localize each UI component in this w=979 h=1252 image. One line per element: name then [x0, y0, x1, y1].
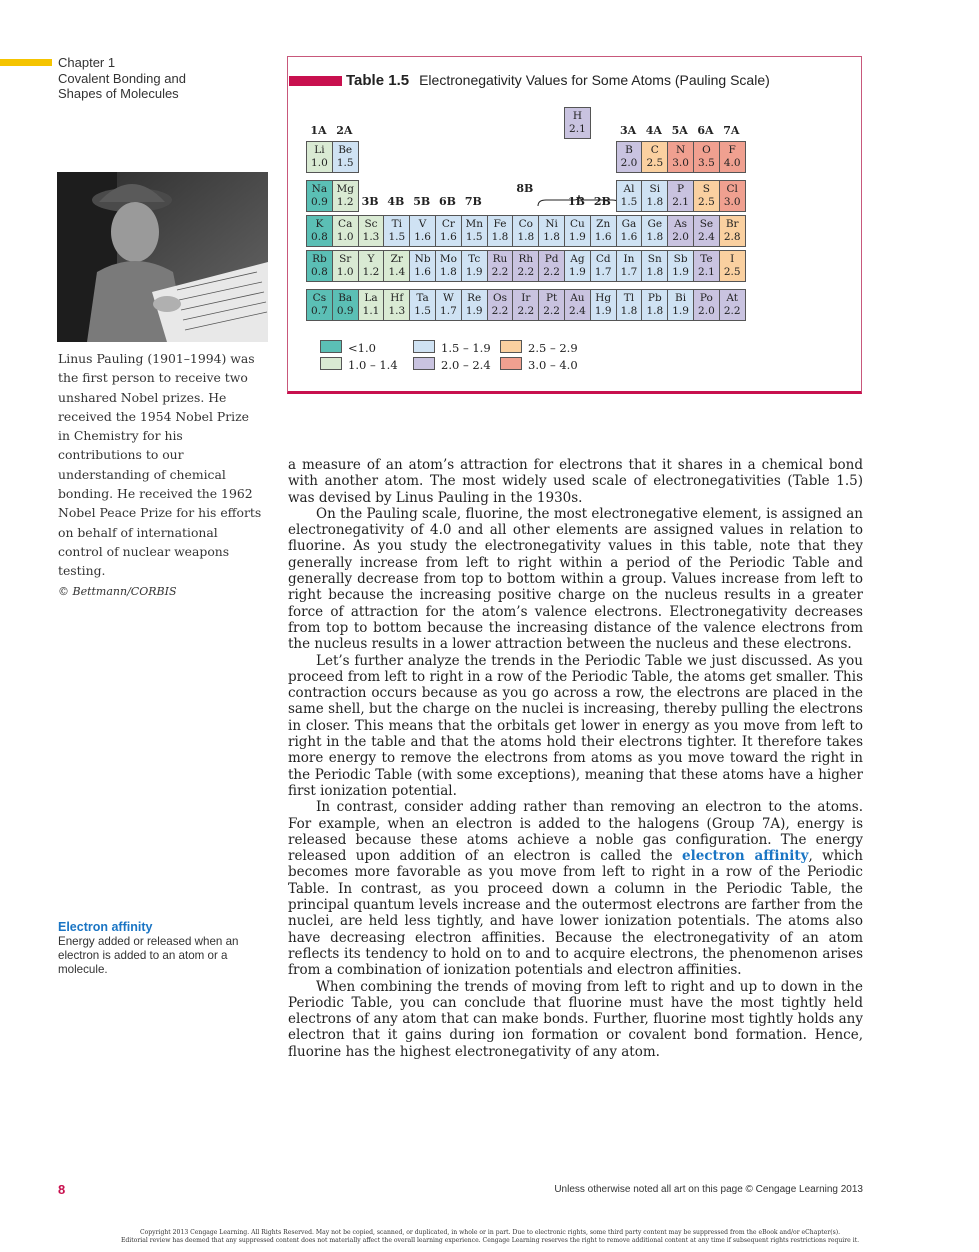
element-si — [641, 180, 668, 212]
element-mg — [332, 180, 359, 212]
paragraph-1: a measure of an atom’s attraction for electrons that it shares in a chemical bond with another atom. The most widely used scale of electronegativities (Table 1.5) was devised by Linus Pauling in the 1930s. — [288, 457, 863, 506]
element-al — [616, 180, 643, 212]
element-value: 0.8 — [311, 231, 328, 243]
legend-item — [320, 357, 398, 372]
element-value: 1.5 — [414, 305, 431, 317]
element-symbol: Y — [367, 253, 375, 265]
element-symbol: Si — [649, 183, 661, 195]
legend-label: 2.5 – 2.9 — [528, 341, 578, 355]
element-n — [667, 141, 694, 173]
element-value: 1.0 — [336, 266, 354, 278]
element-hg — [590, 289, 617, 321]
element-symbol: Li — [314, 144, 325, 156]
group-label-3a: 3A — [619, 124, 637, 137]
paragraph-4-start: In contrast, consider adding rather than removing an electron to the atoms. For example, when an electron is added to the halogens (Group 7A), energy is released because these atoms achieve a noble gas configuration. The energy released upon addition of an electron is called the — [288, 799, 863, 865]
caption-text: Linus Pauling (1901–1994) was the first person to receive two unshared Nobel prizes. He received the 1954 Nobel Prize in Chemistry for his contributions to our understanding of chemical bonding. He received the 1962 Nobel Peace Prize for his efforts on behalf of international control of nuclear weapons testing. — [58, 351, 262, 579]
group-label-4b: 4B — [387, 195, 405, 208]
element-sn — [641, 250, 668, 282]
margin-term: Electron affinity — [58, 920, 153, 934]
keyword-electron-affinity: electron affinity — [682, 848, 809, 865]
element-symbol: P — [677, 183, 685, 195]
element-symbol: Ge — [647, 218, 663, 230]
element-cs — [306, 289, 333, 321]
element-cl — [719, 180, 746, 212]
group-label-7b: 7B — [464, 195, 482, 208]
element-symbol: Ni — [545, 218, 558, 230]
legend-item — [413, 357, 491, 372]
table-title — [346, 72, 770, 89]
element-symbol: Co — [518, 218, 533, 230]
element-ga — [616, 215, 643, 247]
group-label-1a: 1A — [310, 124, 327, 137]
group-label-5b: 5B — [413, 195, 431, 208]
element-value: 1.3 — [362, 231, 380, 243]
element-symbol: Zr — [390, 253, 403, 265]
element-symbol: In — [623, 253, 635, 265]
element-v — [409, 215, 436, 247]
element-symbol: Ca — [338, 218, 353, 230]
element-na — [306, 180, 333, 212]
element-co — [512, 215, 539, 247]
chapter-header — [58, 55, 258, 102]
element-symbol: Cs — [312, 292, 327, 304]
element-value: 2.4 — [698, 231, 715, 243]
element-symbol: Se — [699, 218, 714, 230]
element-value: 3.0 — [672, 157, 689, 169]
legend-swatch — [320, 357, 342, 370]
element-as — [667, 215, 694, 247]
element-w — [435, 289, 462, 321]
element-value: 1.4 — [388, 266, 406, 278]
margin-definition: Energy added or released when an electron is added to an atom or a molecule. — [58, 935, 239, 976]
legend-item — [500, 340, 578, 355]
element-re — [461, 289, 488, 321]
element-value: 0.8 — [311, 266, 328, 278]
element-symbol: Zn — [596, 218, 611, 230]
chapter-title-line2: Shapes of Molecules — [58, 86, 179, 101]
element-rh — [512, 250, 539, 282]
group-label-6a: 6A — [697, 124, 714, 137]
element-rb — [306, 250, 333, 282]
element-ge — [641, 215, 668, 247]
element-value: 2.0 — [620, 157, 638, 169]
paragraph-4-end: , which becomes more favorable as you move from left to right in a row of the Periodic Table. In contrast, as you proceed down a column in the Periodic Table, the principal quantum levels increase and the outermost electrons are farther from the nuclei, are held less tightly, and have lower ionization potentials. The atoms also have decreasing electron affinities. Because the electronegativity of an atom reflects its tendency to hold on to and to acquire electrons, the phenomenon arises from a combination of ionization potentials and electron affinities. — [288, 848, 863, 979]
element-symbol: Pd — [544, 253, 559, 265]
element-i — [719, 250, 746, 282]
element-symbol: K — [315, 218, 324, 230]
element-symbol: Te — [700, 253, 713, 265]
element-ru — [487, 250, 514, 282]
element-symbol: Al — [623, 183, 635, 195]
element-p — [667, 180, 694, 212]
element-value: 2.2 — [491, 266, 509, 278]
element-value: 1.9 — [569, 231, 586, 243]
element-value: 1.6 — [414, 266, 431, 278]
element-tc — [461, 250, 488, 282]
element-value: 1.9 — [594, 305, 612, 317]
element-symbol: Mo — [439, 253, 457, 265]
element-symbol: Ag — [570, 253, 585, 265]
element-value: 2.8 — [723, 231, 741, 243]
element-symbol: Ga — [621, 218, 637, 230]
element-pd — [538, 250, 565, 282]
element-value: 3.5 — [698, 157, 715, 169]
element-value: 1.8 — [646, 231, 664, 243]
element-mo — [435, 250, 462, 282]
paragraph-2: On the Pauling scale, fluorine, the most electronegative element, is assigned an electronegativity of 4.0 and all other elements are assigned values in relation to fluorine. As you study the electronegativity values in this table, note that they generally increase from left to right within a period of the Periodic Table and generally decrease from top to bottom within a group. Values increase from left to right because the increasing positive charge on the nucleus results in a greater force of attraction for the atom’s valence electrons. Electronegativity decreases from top to bottom because the increasing distance of the valence electrons from the nucleus results in a lower attraction between the nucleus and these electrons. — [288, 505, 863, 653]
element-symbol: Mn — [465, 218, 483, 230]
element-symbol: Nb — [414, 253, 431, 265]
element-value: 1.9 — [672, 305, 689, 317]
element-mn — [461, 215, 488, 247]
element-symbol: At — [726, 292, 738, 304]
element-symbol: H — [572, 110, 582, 122]
legend-swatch — [500, 340, 522, 353]
element-au — [564, 289, 591, 321]
element-c — [641, 141, 668, 173]
element-be — [332, 141, 359, 173]
element-value: 1.5 — [388, 231, 406, 243]
element-tl — [616, 289, 643, 321]
element-symbol: Rh — [518, 253, 534, 265]
element-symbol: Hg — [595, 292, 612, 304]
element-value: 1.9 — [569, 266, 586, 278]
element-symbol: Au — [570, 292, 585, 304]
element-symbol: Tc — [468, 253, 481, 265]
element-symbol: Hf — [390, 292, 404, 304]
table-caption: Electronegativity Values for Some Atoms (Pauling Scale) — [419, 72, 770, 88]
element-bi — [667, 289, 694, 321]
element-value: 2.2 — [723, 305, 741, 317]
legend-swatch — [500, 357, 522, 370]
element-value: 1.9 — [465, 266, 483, 278]
copyright-notice — [60, 1229, 920, 1245]
element-symbol: O — [702, 144, 711, 156]
element-symbol: La — [364, 292, 378, 304]
element-symbol: Sr — [339, 253, 352, 265]
element-value: 1.8 — [646, 196, 664, 208]
element-y — [358, 250, 385, 282]
element-symbol: Fe — [493, 218, 507, 230]
element-value: 1.8 — [620, 305, 638, 317]
legend-item — [413, 340, 491, 355]
group-label-1b: 1B — [568, 195, 585, 208]
element-symbol: Sb — [673, 253, 688, 265]
legend-swatch — [413, 357, 435, 370]
element-h — [564, 107, 591, 139]
element-te — [693, 250, 720, 282]
element-value: 1.6 — [620, 231, 638, 243]
legend-item — [500, 357, 578, 372]
body-text — [288, 457, 863, 1060]
element-k — [306, 215, 333, 247]
element-symbol: V — [418, 218, 427, 230]
element-li — [306, 141, 333, 173]
element-symbol: S — [702, 183, 710, 195]
element-ni — [538, 215, 565, 247]
photo-credit: © Bettmann/CORBIS — [58, 584, 177, 598]
legend-swatch — [320, 340, 342, 353]
element-symbol: Cu — [570, 218, 585, 230]
group-label-5a: 5A — [671, 124, 688, 137]
element-b — [616, 141, 643, 173]
element-se — [693, 215, 720, 247]
paragraph-4 — [288, 799, 863, 978]
legend-label: 2.0 – 2.4 — [441, 358, 491, 372]
element-la — [358, 289, 385, 321]
element-value: 1.9 — [672, 266, 689, 278]
element-symbol: B — [625, 144, 633, 156]
element-value: 2.2 — [491, 305, 509, 317]
legend-item — [320, 340, 376, 355]
element-value: 2.5 — [723, 266, 741, 278]
table-number: Table 1.5 — [346, 72, 410, 89]
photo-caption — [58, 349, 264, 601]
element-at — [719, 289, 746, 321]
chapter-marker-bar — [0, 59, 52, 66]
element-value: 1.6 — [594, 231, 612, 243]
element-symbol: Bi — [675, 292, 687, 304]
element-f — [719, 141, 746, 173]
element-cd — [590, 250, 617, 282]
element-symbol: Ru — [492, 253, 508, 265]
element-symbol: Cr — [441, 218, 455, 230]
element-cu — [564, 215, 591, 247]
legend-label: 3.0 – 4.0 — [528, 358, 578, 372]
element-value: 2.1 — [672, 196, 689, 208]
element-symbol: Ti — [391, 218, 402, 230]
element-value: 1.5 — [620, 196, 638, 208]
element-br — [719, 215, 746, 247]
element-value: 1.7 — [440, 305, 457, 317]
element-value: 1.0 — [336, 231, 354, 243]
element-value: 1.8 — [543, 231, 560, 243]
element-po — [693, 289, 720, 321]
element-value: 1.8 — [491, 231, 509, 243]
table-label-bar — [289, 76, 342, 86]
element-ti — [383, 215, 410, 247]
element-symbol: Ba — [338, 292, 353, 304]
element-symbol: Ir — [521, 292, 531, 304]
element-symbol: Pt — [545, 292, 558, 304]
element-value: 2.2 — [543, 305, 560, 317]
element-ag — [564, 250, 591, 282]
element-sb — [667, 250, 694, 282]
element-value: 1.0 — [311, 157, 328, 169]
element-symbol: Br — [725, 218, 739, 230]
element-pt — [538, 289, 565, 321]
element-zn — [590, 215, 617, 247]
element-symbol: F — [728, 144, 736, 156]
element-value: 2.1 — [698, 266, 715, 278]
element-cr — [435, 215, 462, 247]
group-label-7a: 7A — [723, 124, 740, 137]
element-symbol: W — [443, 292, 454, 304]
element-symbol: C — [650, 144, 659, 156]
element-symbol: Os — [492, 292, 507, 304]
element-symbol: Mg — [336, 183, 354, 195]
element-value: 1.9 — [465, 305, 483, 317]
element-value: 2.2 — [543, 266, 560, 278]
paragraph-5: When combining the trends of moving from left to right and up to down in the Periodic Table, you can conclude that fluorine must have the most tightly held electrons of any atom that can make bonds. Further, fluorine most tightly holds any electron that it gains during ion formation or covalent bond formation. Hence, fluorine has the highest electronegativity of any atom. — [288, 978, 863, 1060]
element-value: 4.0 — [723, 157, 741, 169]
element-symbol: Be — [338, 144, 353, 156]
element-value: 1.6 — [414, 231, 431, 243]
element-value: 1.5 — [336, 157, 354, 169]
paragraph-3: Let’s further analyze the trends in the Periodic Table we just discussed. As you proceed from left to right in a row of the Periodic Table, the atoms get smaller. This contraction occurs because as you go across a row, the electrons are placed in the same shell, but the charge on the nuclei is increasing, thereby pulling the electrons in closer. This means that the orbitals get lower in energy as you move from left to right in the table and that the atoms hold their electrons tighter. It therefore takes more energy to remove the electrons from atoms as you move toward the right in the Periodic Table (with some exceptions), meaning that these atoms have a higher first ionization potential. — [288, 652, 863, 799]
group-label-2a: 2A — [336, 124, 353, 137]
chapter-title-line1: Covalent Bonding and — [58, 70, 186, 86]
element-pb — [641, 289, 668, 321]
element-value: 1.1 — [362, 305, 380, 317]
element-value: 3.0 — [723, 196, 741, 208]
element-value: 1.3 — [388, 305, 406, 317]
element-value: 2.0 — [698, 305, 715, 317]
element-fe — [487, 215, 514, 247]
element-symbol: N — [675, 144, 686, 156]
element-symbol: Tl — [623, 292, 635, 304]
element-in — [616, 250, 643, 282]
element-value: 2.2 — [517, 266, 535, 278]
legend-label: <1.0 — [348, 341, 376, 355]
element-os — [487, 289, 514, 321]
element-value: 1.7 — [620, 266, 638, 278]
element-symbol: Cd — [595, 253, 611, 265]
copyright-line-2: Editorial review has deemed that any suppressed content does not materially affect the overall learning experience. Cengage Learning reserves the right to remove additional content at any time if subsequent rights restrictions require it. — [120, 1237, 860, 1244]
group-label-6b: 6B — [439, 195, 456, 208]
element-value: 0.9 — [311, 196, 328, 208]
element-symbol: As — [674, 218, 688, 230]
element-symbol: Re — [467, 292, 482, 304]
group-label-4a: 4A — [645, 124, 662, 137]
element-value: 1.2 — [362, 266, 380, 278]
element-value: 2.2 — [517, 305, 535, 317]
element-ca — [332, 215, 359, 247]
element-value: 0.7 — [311, 305, 328, 317]
element-o — [693, 141, 720, 173]
element-sc — [358, 215, 385, 247]
element-value: 1.8 — [646, 266, 664, 278]
linus-pauling-photo — [57, 172, 268, 342]
element-value: 1.6 — [440, 231, 457, 243]
element-value: 1.8 — [646, 305, 664, 317]
legend-swatch — [413, 340, 435, 353]
element-value: 2.1 — [569, 123, 586, 135]
element-nb — [409, 250, 436, 282]
element-symbol: I — [730, 253, 735, 265]
element-symbol: Pb — [647, 292, 662, 304]
group-label-8b: 8B — [516, 182, 534, 195]
legend-label: 1.0 – 1.4 — [348, 358, 398, 372]
element-ba — [332, 289, 359, 321]
element-s — [693, 180, 720, 212]
element-symbol: Ta — [416, 292, 429, 304]
element-zr — [383, 250, 410, 282]
element-hf — [383, 289, 410, 321]
element-symbol: Rb — [312, 253, 327, 265]
group-label-3b: 3B — [361, 195, 379, 208]
art-notice: Unless otherwise noted all art on this page © Cengage Learning 2013 — [554, 1184, 863, 1195]
element-sr — [332, 250, 359, 282]
chapter-number: Chapter 1 — [58, 55, 116, 70]
element-symbol: Sn — [647, 253, 662, 265]
element-value: 2.0 — [672, 231, 689, 243]
element-symbol: Cl — [726, 183, 738, 195]
element-value: 1.8 — [517, 231, 535, 243]
element-value: 2.4 — [569, 305, 586, 317]
legend-label: 1.5 – 1.9 — [441, 341, 491, 355]
page-number: 8 — [58, 1182, 66, 1197]
element-value: 1.2 — [336, 196, 354, 208]
element-value: 2.5 — [646, 157, 664, 169]
element-value: 2.5 — [698, 196, 715, 208]
portrait-image — [57, 172, 268, 342]
element-symbol: Na — [311, 183, 328, 195]
element-symbol: Sc — [364, 218, 378, 230]
element-value: 1.8 — [440, 266, 457, 278]
group-label-2b: 2B — [593, 195, 611, 208]
element-symbol: Po — [699, 292, 713, 304]
element-value: 0.9 — [336, 305, 354, 317]
element-ir — [512, 289, 539, 321]
element-ta — [409, 289, 436, 321]
element-value: 1.7 — [594, 266, 612, 278]
element-value: 1.5 — [465, 231, 483, 243]
copyright-line-1: Copyright 2013 Cengage Learning. All Rights Reserved. May not be copied, scanned, or duplicated, in whole or in part. Due to electronic rights, some third party content may be suppressed from the eBook and/or eChapter(s). — [139, 1229, 841, 1236]
